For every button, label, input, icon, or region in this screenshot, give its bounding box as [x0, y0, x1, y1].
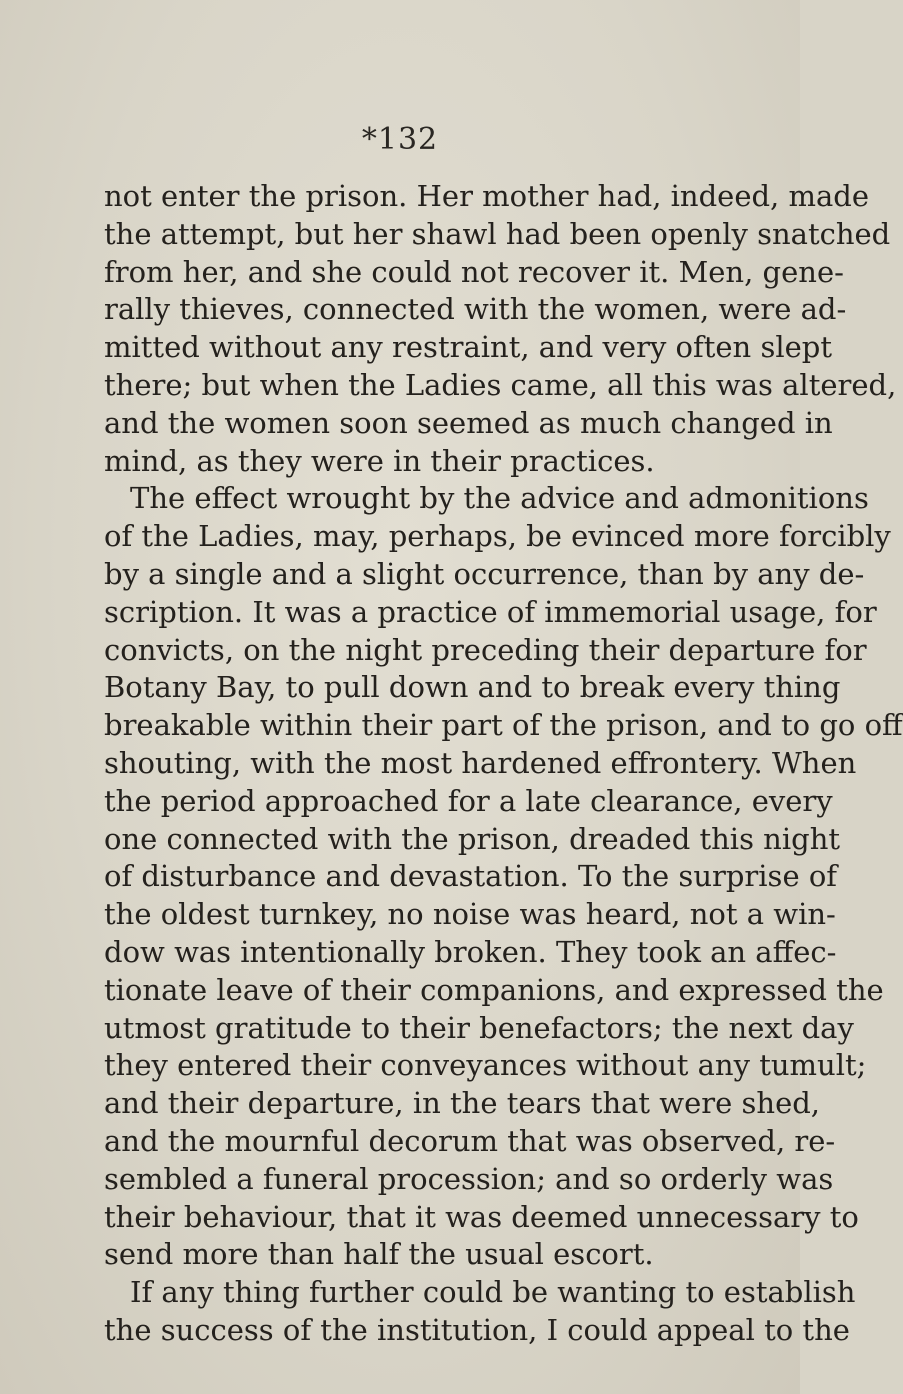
- text-line: rally thieves, connected with the women, were ad-: [104, 292, 847, 327]
- body-text: [104, 178, 903, 1350]
- text-line: and the mournful decorum that was observed, re-: [104, 1123, 836, 1158]
- text-line: Botany Bay, to pull down and to break every thing: [104, 670, 841, 705]
- text-line: from her, and she could not recover it. Men, gene-: [104, 254, 844, 289]
- text-line: by a single and a slight occurrence, than by any de-: [104, 556, 865, 591]
- text-line: mitted without any restraint, and very often slept: [104, 330, 832, 365]
- text-line: there; but when the Ladies came, all this was altered,: [104, 367, 897, 402]
- paragraph-start-line: The effect wrought by the advice and admonitions: [130, 481, 869, 516]
- text-line: their behaviour, that it was deemed unnecessary to: [104, 1199, 859, 1234]
- text-line: of disturbance and devastation. To the surprise of: [104, 859, 838, 894]
- text-line: utmost gratitude to their benefactors; the next day: [104, 1010, 854, 1045]
- text-line: the attempt, but her shawl had been openly snatched: [104, 216, 891, 251]
- text-line: sembled a funeral procession; and so orderly was: [104, 1161, 834, 1196]
- text-line: and the women soon seemed as much changed in: [104, 405, 833, 440]
- page-number: *132: [361, 122, 439, 157]
- text-line: one connected with the prison, dreaded this night: [104, 821, 841, 856]
- text-line: convicts, on the night preceding their departure for: [104, 632, 867, 667]
- text-line: of the Ladies, may, perhaps, be evinced more forcibly: [104, 519, 891, 554]
- text-line: they entered their conveyances without any tumult;: [104, 1048, 867, 1083]
- text-line: not enter the prison. Her mother had, indeed, made: [104, 179, 870, 213]
- text-line: the oldest turnkey, no noise was heard, not a win-: [104, 897, 836, 932]
- text-line: shouting, with the most hardened effrontery. When: [104, 745, 857, 780]
- text-line: send more than half the usual escort.: [104, 1237, 654, 1272]
- text-line: and their departure, in the tears that were shed,: [104, 1086, 821, 1121]
- paragraph-start-line: If any thing further could be wanting to establish: [130, 1275, 856, 1310]
- text-line: the success of the institution, I could appeal to the: [104, 1312, 850, 1347]
- text-line: breakable within their part of the prison, and to go off: [104, 708, 903, 743]
- text-line: dow was intentionally broken. They took an affec-: [104, 934, 837, 969]
- text-line: mind, as they were in their practices.: [104, 443, 655, 478]
- text-line: scription. It was a practice of immemorial usage, for: [104, 594, 877, 629]
- text-line: tionate leave of their companions, and expressed the: [104, 972, 884, 1007]
- text-line: the period approached for a late clearance, every: [104, 783, 833, 818]
